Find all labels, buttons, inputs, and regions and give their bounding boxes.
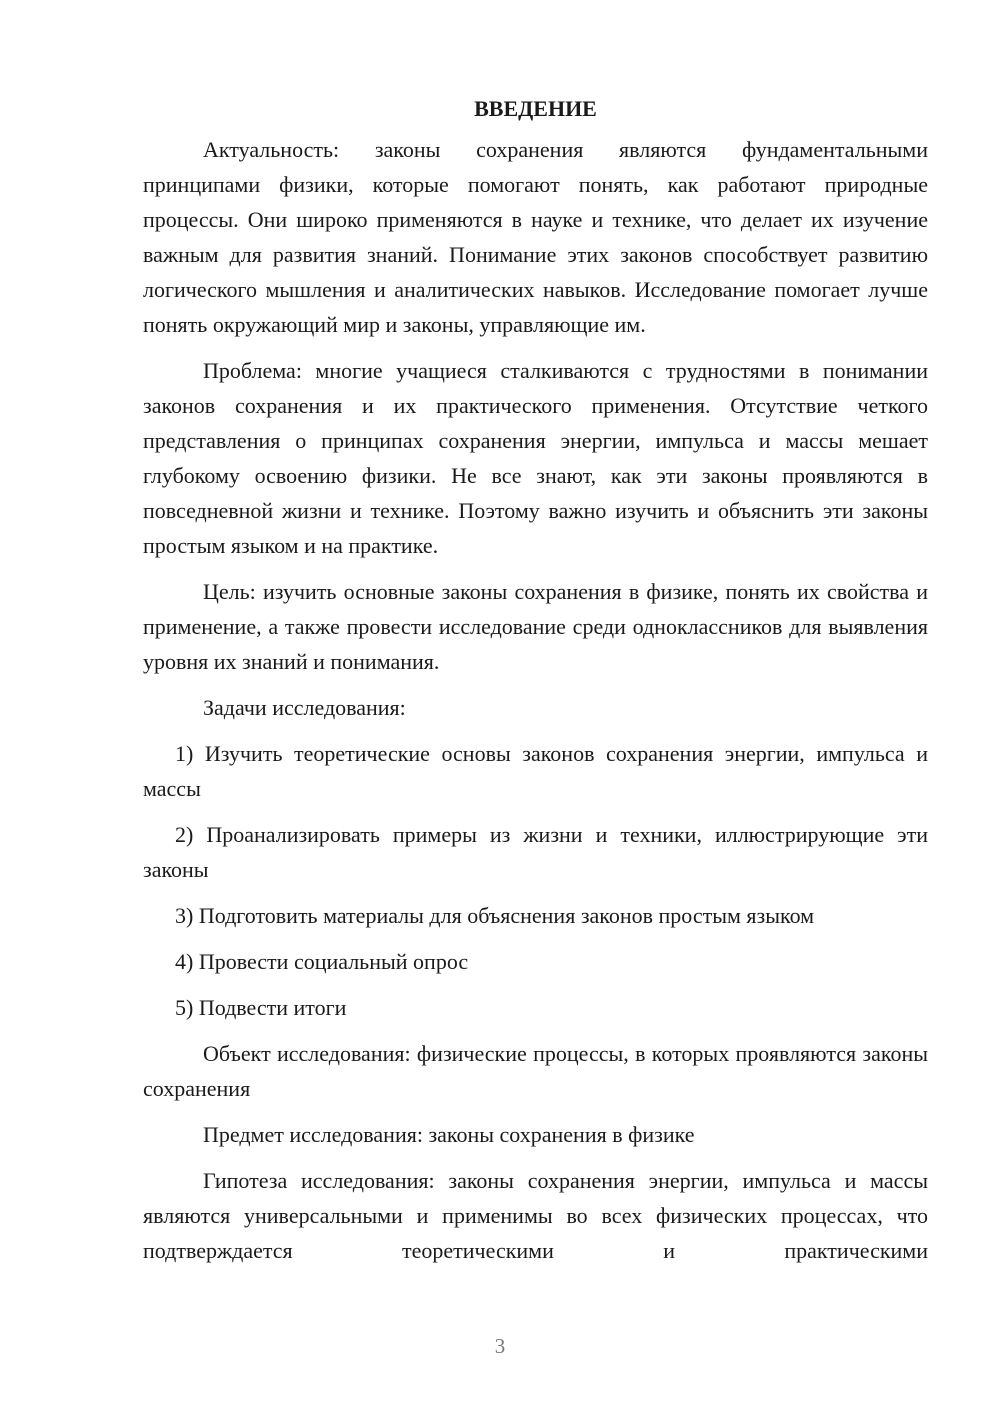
paragraph-goal: Цель: изучить основные законы сохранения в физике, понять их свойства и применение, а также провести исследование среди одноклассников для выявления уровня их знаний и понимания. [143,579,928,674]
paragraph-relevance: Актуальность: законы сохранения являются фундаментальными принципами физики, которые помогают понять, как работают природные процессы. Они широко применяются в науке и технике, что делает их изучение важным для развития знаний. Понимание этих законов способствует развитию логического мышления и аналитических навыков. Исследование помогает лучше понять окружающий мир и законы, управляющие им. [143,137,928,337]
task-item: 1) Изучить теоретические основы законов сохранения энергии, импульса и массы [143,741,928,801]
paragraph-tasks-title: Задачи исследования: [203,695,406,720]
paragraph-hypothesis: Гипотеза исследования: законы сохранения энергии, импульса и массы являются универсальными и применимы во всех физических процессах, что подтверждается теоретическими и практическими [143,1168,928,1263]
page-number: 3 [494,1334,506,1358]
task-item: 2) Проанализировать примеры из жизни и техники, иллюстрирующие эти законы [143,822,928,882]
paragraph-object: Объект исследования: физические процессы, в которых проявляются законы сохранения [143,1041,928,1101]
task-item: 4) Провести социальный опрос [175,949,469,974]
section-heading: ВВЕДЕНИЕ [474,96,597,121]
task-item: 3) Подготовить материалы для объяснения законов простым языком [175,903,815,928]
task-item: 5) Подвести итоги [175,995,347,1020]
document-page [143,92,928,1279]
paragraph-subject: Предмет исследования: законы сохранения в физике [203,1122,695,1147]
paragraph-problem: Проблема: многие учащиеся сталкиваются с трудностями в понимании законов сохранения и их практического применения. Отсутствие четкого представления о принципах сохранения энергии, импульса и массы мешает глубокому освоению физики. Не все знают, как эти законы проявляются в повседневной жизни и технике. Поэтому важно изучить и объяснить эти законы простым языком и на практике. [143,358,928,558]
